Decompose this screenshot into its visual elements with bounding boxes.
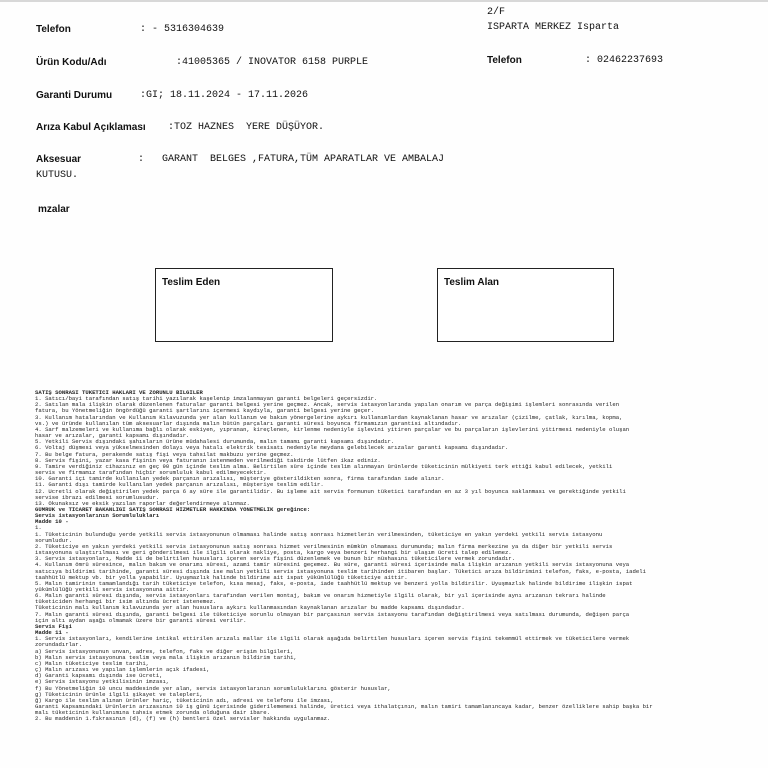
- fine-print-line: 7. Bu belge fatura, perakende satış fişi veya tahsilat makbuzu yerine geçmez.: [35, 451, 294, 458]
- fine-print-line: Madde 11 -: [35, 630, 69, 637]
- fine-print-line: taahhütlü mektup vb. bir yolla yapabilir. Uyuşmazlık halinde bildirime ait ispat yükümlülüğü tüketiciye aittir.: [35, 574, 408, 581]
- fault-label: Arıza Kabul Açıklaması: [36, 122, 146, 133]
- fine-print-line: 1. Satıcı/bayi tarafından satış tarihi yazılarak kaşelenip imzalanmayan garanti belgeleri geçersizdir.: [35, 396, 378, 403]
- fine-print-line: 11. Garanti dışı tamirde kullanılan yedek parçanın arızalısı, müşteriye teslim edilir.: [35, 482, 324, 489]
- warranty-label: Garanti Durumu: [36, 90, 113, 101]
- fine-print-line: satıcıya bildirimi tarihinde, garanti süresi dışında ise malın yetkili servis istasyonuna teslim tarihinden itibaren başlar. Tüketici arıza bildirimini telefon, faks, e-posta, iadeli: [35, 568, 646, 575]
- fine-print-line: Servis Fişi: [35, 623, 72, 630]
- fine-print-line: servise ibrazı edilmesi sorumlusudur.: [35, 494, 160, 501]
- fine-print-line: 1.: [35, 525, 42, 532]
- fine-print-line: 2. Satılan mala ilişkin olarak düzenlenen faturalar garanti belgesi yerine geçmez. Ancak, servis istasyonlarında yapılan onarım ve parça değişimi işlemleri sonrasında verilen: [35, 402, 620, 409]
- store-phone-label: Telefon: [487, 55, 522, 66]
- accessory-value: : GARANT BELGES ,FATURA,TÜM APARATLAR VE AMBALAJ: [138, 154, 445, 165]
- fine-print-line: yükümlülüğü yetkili servis istasyonuna aittir.: [35, 587, 190, 593]
- fine-print-line: 5. Yetkili Servis dışındaki şahısların ürüne müdahalesi durumunda, malın tamamı garanti kapsamı dışındadır.: [35, 439, 395, 446]
- deliverer-signature-box[interactable]: [155, 268, 333, 342]
- customer-phone-value: : - 5316304639: [140, 24, 225, 35]
- receiver-label: Teslim Alan: [444, 277, 500, 288]
- fine-print-line: 1. Tüketicinin bulunduğu yerde yetkili servis istasyonunun olmaması halinde satış sonrası hizmetlerin verilmesinden, tüketiciye en yakın yerdeki yetkili servis istasyonu: [35, 531, 603, 538]
- fine-print-line: 2. Bu maddenin 1.fıkrasının (d), (f) ve (h) bentleri özel servisler hakkında uygulanmaz.: [35, 716, 331, 723]
- fine-print-line: fatura, bu Yönetmeliğin öngördüğü garanti şartlarını içermesi kaydıyla, garanti belgesi yerine geçer.: [35, 408, 375, 415]
- accessory-value-cont: KUTUSU.: [36, 170, 79, 181]
- fine-print-line: servis ve firmamız tarafından hiçbir sorumluluk kabul edilmeyecektir.: [35, 470, 267, 477]
- fine-print-line: 2. Tüketiciye en yakın yerdeki yetkili servis istasyonunun satış sonrası hizmet verilmesinin mümkün olmaması durumunda; malın firma merkezine ya da diğer bir yetkili servis: [35, 543, 613, 550]
- fine-print-line: istasyonuna ulaştırılması ve geri gönderilmesi ile ilgili olarak nakliye, posta, kargo veya benzeri herhangi bir ulaşım ücreti talep edilemez.: [35, 550, 512, 557]
- fine-print-line: Servis istasyonlarının Sorumlulukları: [35, 513, 160, 520]
- fine-print-line: b) Malın servis istasyonuna teslim veya mala ilişkin arızanın bildirim tarihi,: [35, 654, 297, 661]
- store-phone-value: : 02462237693: [585, 55, 664, 66]
- fine-print-line: Tüketicinin malı kullanım kılavuzunda yer alan hususlara aykırı kullanmasından kaynaklanan arızalar bu madde kapsamı dışındadır.: [35, 605, 465, 612]
- fine-print-line: e) Servis istasyonu yetkilisinin imzası,: [35, 679, 170, 686]
- fine-print-line: 4. Sarf malzemeleri ve kullanıma bağlı olarak eskiyen, yıpranan, kireçlenen, kirlenme nedeniyle işlevini yitiren parçalar ve bu parçaların işlevlerini yitirmesi nedeniyle oluşan: [35, 426, 630, 433]
- fault-value: :TOZ HAZNES YERE DÜŞÜYOR.: [168, 122, 325, 133]
- fine-print-line: 7. Malın garanti süresi dışında, garanti belgesi ile tüketiciye sorunlu olmayan bir parçasının servis istasyonu tarafından değiştirilmesi veya satılması durumunda, değişen parça: [35, 611, 630, 618]
- fine-print-line: tüketiciden herhangi bir isim altında ücret istenemez.: [35, 599, 217, 606]
- fine-print-line: 3. Servis istasyonları, Madde 11 de belirtilen hususları içeren servis fişini düzenlemek ve bunun bir nüshasını tüketicilere vermek zorundadır.: [35, 556, 516, 563]
- fine-print-line: Madde 10 -: [35, 519, 69, 526]
- product-label: Ürün Kodu/Adı: [36, 57, 107, 68]
- fine-print-line: için altı aydan aşağı olmamak üzere bir garanti süresi verilir.: [35, 617, 247, 624]
- terms-fine-print: [35, 390, 735, 722]
- deliverer-label: Teslim Eden: [162, 277, 221, 288]
- fine-print-line: a) Servis istasyonunun unvan, adres, telefon, faks ve diğer erişim bilgileri,: [35, 648, 294, 655]
- fine-print-line: 6. Voltaj düşmesi veya yükselmesinden dolayı veya hatalı elektrik tesisatı nedeniyle meydana gelebilecek arızalar garanti kapsamı dışındadır.: [35, 445, 509, 452]
- fine-print-line: GÜMRÜK ve TİCARET BAKANLIĞI SATIŞ SONRASI HİZMETLER HAKKINDA YÖNETMELİK gereğince:: [35, 506, 311, 513]
- fine-print-line: 10. Garanti içi tamirde kullanılan yedek parçanın arızalısı, müşteriye gösterildikten sonra, firma tarafından iade alınır.: [35, 476, 445, 483]
- fine-print-line: 1. Servis istasyonları, kendilerine intikal ettirilen arızalı mallar ile ilgili olarak aşağıda belirtilen hususları içeren servis fişini tekemmül ettirmek ve tüketicilere vermek: [35, 636, 630, 643]
- fine-print-line: 8. Servis fişini, yazar kasa fişinin veya faturanın istenmeden verilmediği takdirde lütfen ikaz ediniz.: [35, 457, 381, 464]
- fine-print-line: 6. Malın garanti süresi dışında, servis istasyonları tarafından verilen montaj, bakım ve onarım hizmetiyle ilgili olarak, bir yıl içerisinde aynı arızanın tekrarı halinde: [35, 593, 606, 600]
- service-store: ISPARTA MERKEZ Isparta: [487, 22, 620, 33]
- accessory-label: Aksesuar: [36, 154, 82, 165]
- fine-print-line: 4. Kullanım ömrü süresince, malın bakım ve onarımı süresi, azami tamir süresini geçemez. Bu süre, garanti süresi içerisinde mala ilişkin arızanın yetkili servis istasyonuna veya: [35, 562, 630, 569]
- fine-print-line: ç) Malın arızası ve yapılan işlemlerin açık ifadesi,: [35, 667, 210, 674]
- fine-print-line: f) Bu Yönetmeliğin 10 uncu maddesinde yer alan, servis istasyonlarının sorumluluklarını gösterir hususlar,: [35, 685, 391, 692]
- fine-print-line: malı tüketicinin kullanımına tahsis etmek zorunda olduğuna dair ibare.: [35, 710, 270, 717]
- product-value: :41005365 / INOVATOR 6158 PURPLE: [176, 57, 369, 68]
- fine-print-line: d) Garanti kapsamı dışında ise ücreti,: [35, 673, 163, 680]
- fine-print-line: Garanti Kapsamındaki Ürünlerin arızasının 10 iş günü içerisinde giderilememesi halinde, üretici veya ithalatçının, malın tamiri tamamlanıncaya kadar, benzer özelliklere sahip başka bir: [35, 703, 653, 710]
- fine-print-line: g) Tüketicinin ürünle ilgili şikayet ve talepleri,: [35, 691, 203, 698]
- fine-print-line: c) Malın tüketiciye teslim tarihi,: [35, 660, 150, 667]
- fine-print-line: vs.) ve üründe kullanılan tüm aksesuarlar dışında malın bütün parçaları garanti süresi boyunca firmamızın garantisi altındadır.: [35, 420, 462, 427]
- fine-print-line: 9. Tamire verdiğiniz cihazınız en geç 90 gün içinde teslim alma. Belirtilen süre içinde teslim alınmayan ürünlerde tüketicinin mülkiyeti terk ettiği kabul edilecek, yetkili: [35, 463, 613, 470]
- fine-print-line: hasar ve arızalar, garanti kapsamı dışındadır.: [35, 433, 190, 440]
- warranty-value: :GI; 18.11.2024 - 17.11.2026: [140, 90, 309, 101]
- service-code: 2/F: [487, 7, 506, 18]
- fine-print-line: 3. Kullanım hatalarından ve Kullanım Kılavuzunda yer alan kullanım ve bakım yönergelerine aykırı kullanımlardan kaynaklanan hasar ve arızalar (çizilme, çatlak, kırılma, kopma,: [35, 414, 623, 421]
- fine-print-line: 13. Okunaksız ve eksik yazılan raporlar değerlendirmeye alınmaz.: [35, 500, 250, 507]
- damages-label: mzalar: [38, 204, 70, 215]
- fine-print-line: 12. Ücretli olarak değiştirilen yedek parça 6 ay süre ile garantilidir. Bu işleme ait servis formunun tüketici tarafından en az 3 yıl boyunca saklanması ve gerektiğinde yetkili: [35, 488, 626, 495]
- fine-print-line: SATIŞ SONRASI TÜKETİCİ HAKLARI VE ZORUNLU BİLGİLER: [35, 390, 203, 396]
- fine-print-line: zorundadırlar.: [35, 642, 82, 649]
- customer-phone-label: Telefon: [36, 24, 71, 35]
- fine-print-line: 5. Malın tamirinin tamamlandığı tarih tüketiciye telefon, kısa mesaj, faks, e-posta, iade taahhütlü mektup ve benzeri yolla bildirilir. Uyuşmazlık halinde bildirime ilişkin ispat: [35, 580, 633, 587]
- page-edge: [0, 0, 768, 2]
- fine-print-line: sorumludur.: [35, 537, 72, 544]
- fine-print-line: ğ) Kargo ile teslim alınan ürünler hariç, tüketicinin adı, adresi ve telefonu ile imzası,: [35, 697, 334, 704]
- receiver-signature-box[interactable]: [437, 268, 614, 342]
